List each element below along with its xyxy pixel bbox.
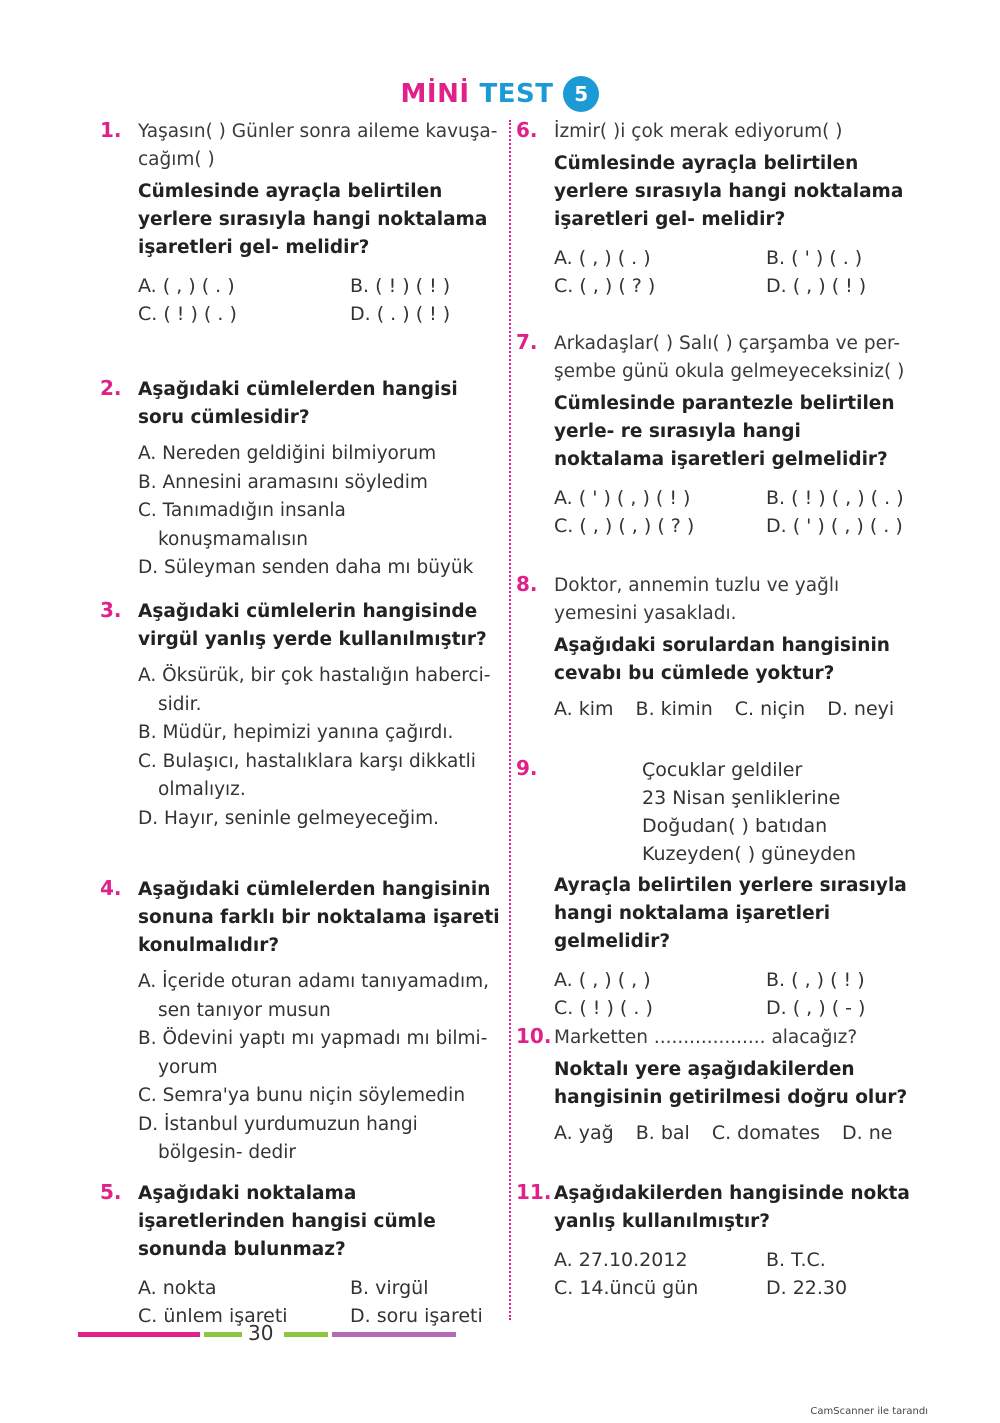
- option-c[interactable]: C. ( , ) ( ? ): [554, 275, 656, 297]
- question-9: [516, 756, 916, 1022]
- test-number-badge: 5: [563, 76, 599, 112]
- option-d[interactable]: D. ne: [842, 1122, 893, 1144]
- option-c[interactable]: C. domates: [711, 1122, 821, 1144]
- question-number: 2.: [100, 376, 122, 400]
- question-6: [516, 118, 916, 300]
- poem-line: Kuzeyden( ) güneyden: [642, 843, 857, 865]
- title-mini: MİNİ: [400, 79, 470, 109]
- options: [554, 698, 916, 720]
- option-b[interactable]: B. ( , ) ( ! ): [766, 969, 865, 991]
- title-test: TEST: [479, 79, 554, 109]
- question-prompt: Aşağıdakilerden hangisinde nokta yanlış kullanılmıştır?: [554, 1183, 910, 1232]
- question-number: 4.: [100, 876, 122, 900]
- option-a[interactable]: A. Öksürük, bir çok hastalığın haberci- sidir.: [138, 665, 491, 715]
- title: [401, 76, 600, 112]
- question-3: [100, 598, 500, 833]
- option-b[interactable]: B. bal: [635, 1122, 690, 1144]
- option-a[interactable]: A. İçeride oturan adamı tanıyamadım, sen tanıyor musun: [138, 971, 490, 1021]
- question-number: 1.: [100, 118, 122, 142]
- option-d[interactable]: D. soru işareti: [350, 1305, 483, 1327]
- option-d[interactable]: D. ( . ) ( ! ): [350, 303, 451, 325]
- question-prompt: Noktalı yere aşağıdakilerden hangisinin getirilmesi doğru olur?: [554, 1059, 908, 1108]
- option-c[interactable]: C. niçin: [734, 698, 806, 720]
- options: [138, 272, 500, 328]
- page-header: [0, 76, 1000, 112]
- option-a[interactable]: A. nokta: [138, 1277, 217, 1299]
- option-b[interactable]: B. Ödevini yaptı mı yapmadı mı bilmi- yorum: [138, 1028, 488, 1078]
- question-number: 11.: [516, 1180, 552, 1204]
- options: [138, 440, 500, 583]
- poem-line: Çocuklar geldiler: [642, 759, 803, 781]
- option-b[interactable]: B. virgül: [350, 1277, 429, 1299]
- option-b[interactable]: B. ( ! ) ( ! ): [350, 275, 451, 297]
- option-c[interactable]: C. Bulaşıcı, hastalıklara karşı dikkatli olmalıyız.: [138, 750, 476, 800]
- question-number: 8.: [516, 572, 538, 596]
- option-a[interactable]: A. ( , ) ( , ): [554, 969, 651, 991]
- option-a[interactable]: A. 27.10.2012: [554, 1249, 688, 1271]
- question-11: [516, 1180, 916, 1302]
- question-5: [100, 1180, 500, 1330]
- option-c[interactable]: C. 14.üncü gün: [554, 1277, 699, 1299]
- options: [138, 968, 500, 1168]
- question-stem: Doktor, annemin tuzlu ve yağlı yemesini yasakladı.: [554, 575, 840, 624]
- footer-bar-green-2: [284, 1332, 328, 1337]
- poem: [642, 756, 916, 868]
- options: [138, 662, 500, 833]
- question-prompt: Aşağıdaki cümlelerden hangisinin sonuna farklı bir noktalama işareti konulmalıdır?: [138, 879, 500, 956]
- question-1: [100, 118, 500, 328]
- option-c[interactable]: C. ünlem işareti: [138, 1305, 288, 1327]
- option-c[interactable]: C. Tanımadığın insanla konuşmamalısın: [138, 500, 346, 550]
- question-number: 3.: [100, 598, 122, 622]
- option-d[interactable]: D. ( , ) ( ! ): [766, 275, 867, 297]
- question-2: [100, 376, 500, 583]
- option-c[interactable]: C. ( , ) ( , ) ( ? ): [554, 515, 695, 537]
- question-prompt: Aşağıdaki cümlelerin hangisinde virgül yanlış yerde kullanılmıştır?: [138, 601, 487, 650]
- poem-line: Doğudan( ) batıdan: [642, 815, 828, 837]
- question-number: 6.: [516, 118, 538, 142]
- footer-bar-green: [204, 1332, 242, 1337]
- option-d[interactable]: D. ( , ) ( - ): [766, 997, 866, 1019]
- option-b[interactable]: B. ( ! ) ( , ) ( . ): [766, 487, 904, 509]
- option-b[interactable]: B. Annesini aramasını söyledim: [138, 471, 428, 493]
- question-prompt: Cümlesinde parantezle belirtilen yerle- re sırasıyla hangi noktalama işaretleri gelmelidir?: [554, 393, 895, 470]
- options: [554, 484, 916, 540]
- option-c[interactable]: C. ( ! ) ( . ): [138, 303, 237, 325]
- option-d[interactable]: D. İstanbul yurdumuzun hangi bölgesin- dedir: [138, 1113, 418, 1163]
- question-number: 5.: [100, 1180, 122, 1204]
- question-prompt: Ayraçla belirtilen yerlere sırasıyla hangi noktalama işaretleri gelmelidir?: [554, 875, 907, 952]
- option-d[interactable]: D. neyi: [827, 698, 895, 720]
- footer-bar-pink: [78, 1332, 200, 1337]
- option-b[interactable]: B. kimin: [635, 698, 713, 720]
- question-10: [516, 1024, 916, 1144]
- options: [554, 1246, 916, 1302]
- option-b[interactable]: B. Müdür, hepimizi yanına çağırdı.: [138, 722, 454, 743]
- options: [554, 966, 916, 1022]
- question-8: [516, 572, 916, 720]
- option-d[interactable]: D. Süleyman senden daha mı büyük: [138, 557, 474, 578]
- option-a[interactable]: A. ( , ) ( . ): [138, 275, 235, 297]
- question-stem: Marketten ................... alacağız?: [554, 1027, 858, 1048]
- question-prompt: Cümlesinde ayraçla belirtilen yerlere sırasıyla hangi noktalama işaretleri gel- melidir?: [554, 153, 904, 230]
- question-stem: İzmir( )i çok merak ediyorum( ): [554, 121, 843, 142]
- option-c[interactable]: C. ( ! ) ( . ): [554, 997, 653, 1019]
- question-prompt: Cümlesinde ayraçla belirtilen yerlere sırasıyla hangi noktalama işaretleri gel- melidir?: [138, 181, 488, 258]
- option-b[interactable]: B. ( ' ) ( . ): [766, 247, 863, 269]
- poem-line: 23 Nisan şenliklerine: [642, 787, 841, 809]
- question-prompt: Aşağıdaki cümlelerden hangisi soru cümlesidir?: [138, 379, 458, 428]
- option-a[interactable]: A. kim: [554, 698, 614, 720]
- option-a[interactable]: A. ( , ) ( . ): [554, 247, 651, 269]
- options: [554, 244, 916, 300]
- option-c[interactable]: C. Semra'ya bunu niçin söylemedin: [138, 1085, 466, 1106]
- scanner-watermark: CamScanner ile tarandı: [810, 1406, 928, 1417]
- question-7: [516, 330, 916, 540]
- question-number: 9.: [516, 756, 538, 780]
- option-a[interactable]: A. yağ: [554, 1122, 614, 1144]
- question-number: 10.: [516, 1024, 552, 1048]
- page-footer: [78, 1321, 458, 1347]
- question-number: 7.: [516, 330, 538, 354]
- question-4: [100, 876, 500, 1168]
- option-d[interactable]: D. 22.30: [766, 1277, 848, 1299]
- footer-bar-purple: [332, 1332, 456, 1337]
- option-d[interactable]: D. Hayır, seninle gelmeyeceğim.: [138, 807, 440, 829]
- question-prompt: Aşağıdaki noktalama işaretlerinden hangisi cümle sonunda bulunmaz?: [138, 1183, 436, 1260]
- page-number: 30: [248, 1321, 274, 1345]
- question-stem: Arkadaşlar( ) Salı( ) çarşamba ve per- şembe günü okula gelmeyeceksiniz( ): [554, 333, 905, 382]
- question-prompt: Aşağıdaki sorulardan hangisinin cevabı bu cümlede yoktur?: [554, 635, 890, 684]
- option-b[interactable]: B. T.C.: [766, 1249, 826, 1271]
- option-a[interactable]: A. ( ' ) ( , ) ( ! ): [554, 487, 691, 509]
- options: [138, 1274, 500, 1330]
- question-stem: Yaşasın( ) Günler sonra aileme kavuşa- cağım( ): [138, 121, 498, 170]
- option-d[interactable]: D. ( ' ) ( , ) ( . ): [766, 515, 903, 537]
- options: [554, 1122, 916, 1144]
- option-a[interactable]: A. Nereden geldiğini bilmiyorum: [138, 443, 437, 464]
